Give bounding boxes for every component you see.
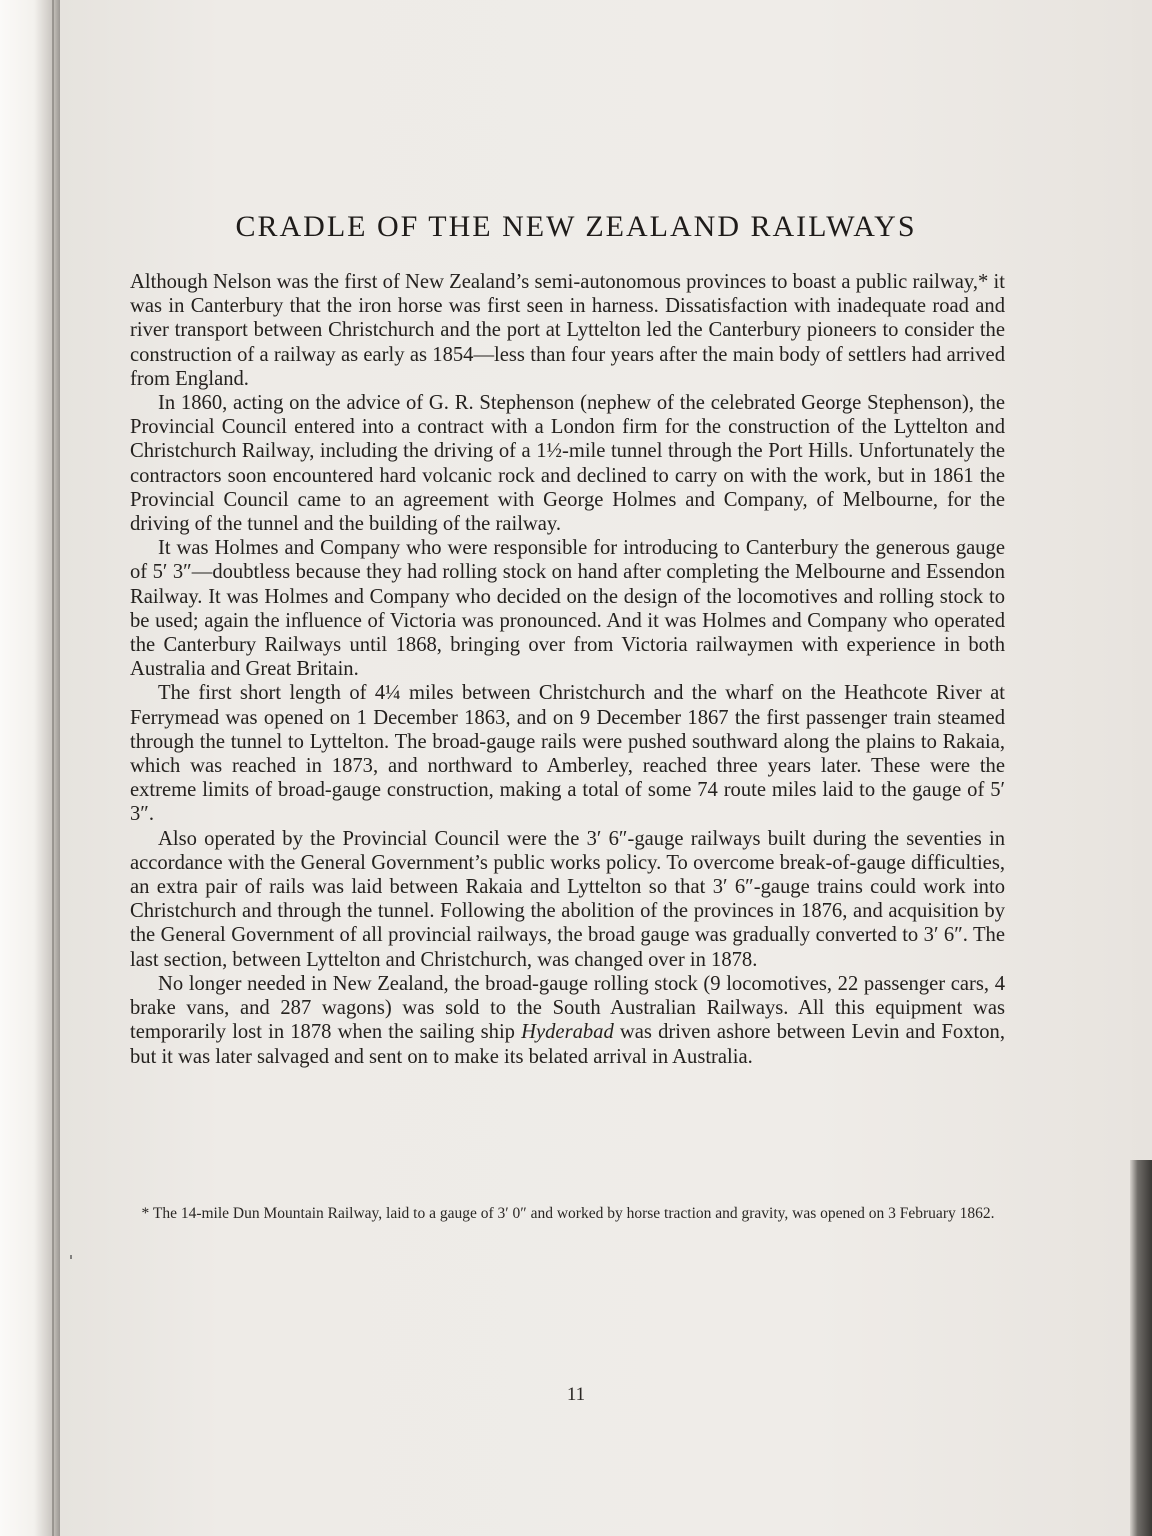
paragraph-2-text: In 1860, acting on the advice of G. R. Stephenson (nephew of the celebrated George Stephenson), the Provincial Council entered into a contract with a London firm for the construction of the Lyttelton and Christchurch Railway, including the driving of a 1½-mile tunnel through the Port Hills. Unfortunately the contractors soon encountered hard volcanic rock and declined to carry on with the work, but in 1861 the Provincial Council came to an agreement with George Holmes and Company, of Melbourne, for the driving of the tunnel and the building of the railway. [130, 392, 1005, 536]
page-title: CRADLE OF THE NEW ZEALAND RAILWAYS [235, 210, 917, 243]
body-text [130, 270, 1005, 1069]
page-number: 11 [566, 1384, 586, 1405]
paragraph-5-text: Also operated by the Provincial Council were the 3′ 6″-gauge railways built during the seventies in accordance with the General Government’s public works policy. To overcome break-of-gauge difficulties, an extra pair of rails was laid between Rakaia and Lyttelton so that 3′ 6″-gauge trains could work into Christchurch and through the tunnel. Following the abolition of the provinces in 1876, and acquisition by the General Government of all provincial railways, the broad gauge was gradually converted to 3′ 6″. The last section, between Lyttelton and Christchurch, was changed over in 1878. [130, 827, 1005, 971]
paragraph-4 [130, 681, 1005, 826]
footnote: * The 14-mile Dun Mountain Railway, laid to a gauge of 3′ 0″ and worked by horse traction and gravity, was opened on 3 February 1862. [141, 1205, 995, 1222]
paragraph-5 [130, 827, 1005, 972]
paragraph-2 [130, 391, 1005, 536]
background-shadow [1130, 1160, 1152, 1536]
paragraph-3-text: It was Holmes and Company who were responsible for introducing to Canterbury the generous gauge of 5′ 3″—doubtless because they had rolling stock on hand after completing the Melbourne and Essendon Railway. It was Holmes and Company who decided on the design of the locomotives and rolling stock to be used; again the influence of Victoria was pronounced. And it was Holmes and Company who operated the Canterbury Railways until 1868, bringing over from Victoria railwaymen with experience in both Australia and Great Britain. [130, 537, 1005, 681]
paragraph-3 [130, 536, 1005, 681]
ship-name-italic: Hyderabad [521, 1021, 614, 1044]
paragraph-1 [130, 270, 1005, 391]
page-speck [70, 1255, 72, 1259]
paragraph-1-text: Although Nelson was the first of New Zealand’s semi-autonomous provinces to boast a public railway,* it was in Canterbury that the iron horse was first seen in harness. Dissatisfaction with inadequate road and river transport between Christchurch and the port at Lyttelton led the Canterbury pioneers to consider the construction of a railway as early as 1854—less than four years after the main body of settlers had arrived from England. [130, 271, 1005, 390]
paragraph-4-text: The first short length of 4¼ miles between Christchurch and the wharf on the Heathcote River at Ferrymead was opened on 1 December 1863, and on 9 December 1867 the first passenger train steamed through the tunnel to Lyttelton. The broad-gauge rails were pushed southward along the plains to Rakaia, which was reached in 1873, and northward to Amberley, reached three years later. These were the extreme limits of broad-gauge construction, making a total of some 74 route miles laid to the gauge of 5′ 3″. [130, 682, 1005, 826]
paragraph-6-text-b: was driven ashore between Levin and Foxton, but it was later salvaged and sent on to make its belated arrival in Australia. [130, 1021, 1005, 1068]
paragraph-6 [130, 972, 1005, 1069]
paragraph-6-text-a: No longer needed in New Zealand, the broad-gauge rolling stock (9 locomotives, 22 passenger cars, 4 brake vans, and 287 wagons) was sold to the South Australian Railways. All this equipment was temporarily lost in 1878 when the sailing ship [130, 972, 1005, 1044]
